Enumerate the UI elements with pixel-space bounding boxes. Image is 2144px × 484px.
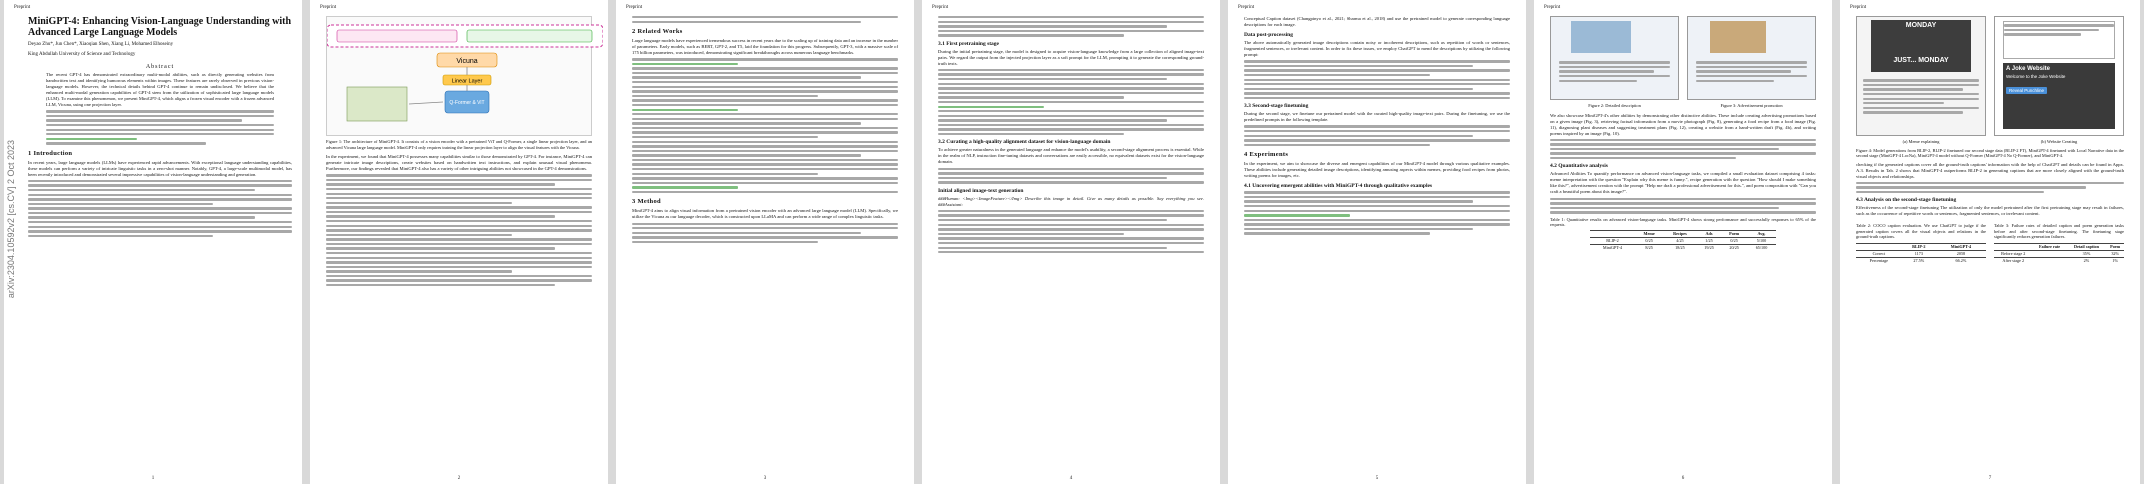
table-cell: 35%	[2067, 250, 2107, 257]
table3-header: Failure rate	[2033, 243, 2067, 250]
advertisement-figure	[1687, 16, 1816, 100]
page-1	[4, 0, 302, 484]
intro-heading: 1 Introduction	[28, 149, 73, 157]
table-cell: 0/25	[1635, 237, 1663, 244]
table-cell: 66.2%	[1936, 257, 1986, 264]
postproc-text: The above automatically generated image descriptions contain noisy or incoherent descriptions, such as repetition of words or sentences, fragmented sentences, or irrelevant content. In order to fix these issues, we employ ChatGPT to mend the descriptions by utilizing the following prompt:	[1244, 40, 1510, 57]
table-row	[1856, 250, 1986, 257]
table-cell: 1%	[2106, 257, 2124, 264]
page-number: 4	[1069, 476, 1073, 481]
table-cell: 18/25	[1663, 244, 1697, 251]
page-number: 3	[763, 476, 767, 481]
table1-header: Ads	[1697, 230, 1722, 237]
detailed-description-figure	[1550, 16, 1679, 100]
analysis-heading: 4.3 Analysis on the second-stage finetuning	[1856, 197, 1957, 204]
table3-caption: Table 3: Failure rates of detailed caption and poem generation tasks before and after second-stage finetuning. The finetuning stage significantly reduces generation failures.	[1994, 223, 2124, 240]
table-row	[1994, 250, 2124, 257]
running-header: Preprint	[320, 5, 337, 10]
table1-header: Meme	[1635, 230, 1663, 237]
abstract-text: The recent GPT-4 has demonstrated extraordinary multi-modal abilities, such as directly generating websites from handwritten text and identifying humorous elements within images. These features are rarely observed in previous vision-language models. However, the technical details behind GPT-4 continue to remain undisclosed. We believe that the enhanced multi-modal generation capabilities of GPT-4 stem from the utilization of sophisticated large language models (LLM). To examine this phenomenon, we present MiniGPT-4, which aligns a frozen visual encoder with a frozen advanced LLM, Vicuna, using one projection layer.	[46, 72, 274, 107]
analysis-text: Effectiveness of the second-stage finetuning The utilization of only the model pretrained after the first pretraining stage may result in failures, such as the occurrence of repetitive words or sentences, fragmented sentences, or irrelevant content.	[1856, 205, 2124, 217]
figure4b-caption: (b) Website Creating	[2040, 139, 2078, 144]
figure4-caption: Figure 4: Model generations from BLIP-2, BLIP-2 finetuned our second stage data (BLIP-2 FT), MiniGPT-4 finetuned with Local Narrative data in the second stage (MiniGPT-4 LocNa), MiniGPT-4 model without Q-Former (MiniGPT-4 No Q-Former), and MiniGPT-4.	[1856, 147, 2124, 158]
page-number: 5	[1375, 476, 1379, 481]
page-number: 1	[151, 476, 155, 481]
figure-photo	[1710, 21, 1766, 53]
related-text: Large language models have experienced tremendous success in recent years due to the scaling up of training data and an increase in the number of parameters. Early models, such as BERT, GPT-2, and T5, laid the foundation for this progress. Subsequently, GPT-3, with a massive scale of 175 billion parameters, was introduced, demonstrating significant breakthroughs across numerous language benchmarks.	[632, 37, 898, 55]
table3-header: Poem	[2106, 243, 2124, 250]
table-cell: 65/100	[1747, 244, 1776, 251]
table-cell: Correct	[1856, 250, 1902, 257]
table-cell: Percentage	[1856, 257, 1902, 264]
table2-header: MiniGPT-4	[1936, 243, 1986, 250]
page-7	[1840, 0, 2140, 484]
prompt-text: ###Human: <Img><ImageFeature></Img> Describe this image in detail. Give as many details as possible. Say everything you see. ###Assistant:	[938, 195, 1204, 207]
page-3	[616, 0, 914, 484]
table-cell: Before stage 2	[1994, 250, 2033, 257]
table-cell: 0/25	[1721, 237, 1747, 244]
figure4a-caption: (a) Meme explaining	[1902, 139, 1940, 144]
related-heading: 2 Related Works	[632, 27, 683, 35]
running-header: Preprint	[14, 5, 31, 10]
table1-caption: Table 1: Quantitative results on advanced vision-language tasks. MiniGPT-4 shows strong performance and successfully responses to 65% of the requests.	[1550, 216, 1816, 228]
figure1-caption: Figure 1: The architecture of MiniGPT-4. It consists of a vision encoder with a pretrained ViT and Q-Former, a single linear projection layer, and an advanced Vicuna large language model. MiniGPT-4 only requires training the linear projection layer to align the visual features with the Vicuna.	[326, 139, 592, 150]
page-6	[1534, 0, 1832, 484]
figure2-caption: Figure 2: Detailed description	[1588, 103, 1641, 108]
running-header: Preprint	[1544, 5, 1561, 10]
architecture-diagram	[327, 17, 603, 133]
paper-title: MiniGPT-4: Enhancing Vision-Language Understanding with Advanced Large Language Models	[28, 16, 292, 38]
table1-header: Avg.	[1747, 230, 1776, 237]
affiliation: King Abdullah University of Science and Technology	[28, 52, 136, 57]
meme-figure	[1856, 16, 1986, 136]
figure-photo	[1571, 21, 1631, 53]
stage1-heading: 3.1 First pretraining stage	[938, 40, 1000, 47]
dataset-text: To achieve greater naturalness in the generated language and enhance the model's usability, a second-stage alignment process is essential. While in the realm of NLP, instruction fine-tuning datasets and conversations are easily accessible, no equivalent datasets exist for the vision-language domain.	[938, 147, 1204, 165]
table-cell: 27.5%	[1902, 257, 1936, 264]
page6-body: We also showcase MiniGPT-4's other abilities by demonstrating other distinctive abilities. These include creating advertising promotions based on a given image (Fig. 3), retrieving factual information from a movie photograph (Fig. 8), generating a food recipe from a food image (Fig. 11), diagnosing plant diseases and suggesting treatment plans (Fig. 12), creating a website from a hand-written draft (Fig. 4b), and writing poems inspired by an image (Fig. 10).	[1550, 112, 1816, 136]
table2-caption: Table 2: COCO caption evaluation. We use ChatGPT to judge if the generated caption covers all the visual objects and relations in the ground-truth captions.	[1856, 223, 1986, 240]
running-header: Preprint	[1238, 5, 1255, 10]
page-number: 2	[457, 476, 461, 481]
table-cell: 4/25	[1663, 237, 1697, 244]
meme-bottom-text: JUST... MONDAY	[1893, 57, 1949, 64]
table-cell: 1/25	[1697, 237, 1722, 244]
table-row	[1994, 257, 2124, 264]
architecture-figure	[326, 16, 592, 136]
figure3-caption: Figure 3: Advertisement promotion	[1720, 103, 1783, 108]
running-header: Preprint	[626, 5, 643, 10]
linear-layer-label: Linear Layer	[451, 78, 483, 85]
page-4	[922, 0, 1220, 484]
table1-header: Poem	[1721, 230, 1747, 237]
page-2	[310, 0, 608, 484]
table-cell: BLIP-2	[1590, 237, 1635, 244]
site-title: A Joke Website	[2006, 66, 2051, 72]
table2-header	[1856, 243, 1902, 250]
table-cell: After stage 2	[1994, 257, 2033, 264]
experiments-text: In the experiment, we aim to showcase the diverse and emergent capabilities of our MiniGPT-4 model through various qualitative examples. These abilities include generating detailed image descriptions, identifying amusing aspects within memes, providing food recipes from photos, writing poems for images, etc.	[1244, 161, 1510, 179]
table-cell: 1173	[1902, 250, 1936, 257]
qformer-label: Q-Former & ViT	[449, 100, 485, 106]
table-cell: 19/25	[1697, 244, 1722, 251]
website-figure	[1994, 16, 2124, 136]
running-header: Preprint	[1850, 5, 1867, 10]
table2-header: BLIP-2	[1902, 243, 1936, 250]
experiments-heading: 4 Experiments	[1244, 151, 1289, 159]
site-text: Welcome to the Joke Website	[2006, 74, 2066, 79]
site-button[interactable]: Reveal Punchline	[2006, 87, 2047, 94]
method-text: MiniGPT-4 aims to align visual information from a pretrained vision encoder with an advanced large language model (LLM). Specifically, we utilize the Vicuna as our language decoder, which is constructed upon LLaMA and can perform a wide range of complex linguistic tasks.	[632, 208, 898, 220]
running-header: Preprint	[932, 5, 949, 10]
table-cell	[2033, 250, 2067, 257]
page-number: 6	[1681, 476, 1685, 481]
arxiv-stamp: arXiv:2304.10592v2 [cs.CV] 2 Oct 2023	[6, 140, 16, 299]
stage2-text: During the second stage, we finetune our pretrained model with the curated high-quality image-text pairs. During the finetuning, we use the predefined prompts in the following template.	[1244, 111, 1510, 123]
initial-heading: Initial aligned image-text generation	[938, 187, 1024, 194]
table3-header: Detail caption	[2067, 243, 2107, 250]
dataset-heading: 3.2 Curating a high-quality alignment dataset for vision-language domain	[938, 139, 1111, 146]
table-cell: 5/100	[1747, 237, 1776, 244]
table2	[1856, 243, 1986, 264]
stage2-heading: 3.3 Second-stage finetuning	[1244, 103, 1309, 110]
quant-heading: 4.2 Quantitative analysis	[1550, 163, 1608, 170]
table3-header	[1994, 243, 2033, 250]
table-cell: 8/25	[1635, 244, 1663, 251]
table1	[1590, 230, 1776, 251]
abstract-heading: Abstract	[145, 64, 175, 70]
table1-header: Recipes	[1663, 230, 1697, 237]
page-number: 7	[1988, 476, 1992, 481]
dataset-caption: Conceptual Caption dataset (Changpinyo et al., 2021; Sharma et al., 2018) and use the pretrained model to generate corresponding language descriptions for each image.	[1244, 16, 1510, 27]
page-5	[1228, 0, 1526, 484]
postproc-heading: Data post-processing	[1244, 32, 1293, 38]
intro-text: In recent years, large language models (LLMs) have experienced rapid advancements. With exceptional language understanding capabilities, these models can perform a variety of intricate linguistic tasks in a zero-shot manner. Notably, GPT-4, a large-scale multimodal model, has been recently introduced and demonstrated several impressive capabilities of vision-language understanding and generation.	[28, 159, 292, 177]
table-row	[1590, 244, 1776, 251]
table-cell: 32%	[2106, 250, 2124, 257]
page2-body: In the experiment, we found that MiniGPT-4 possesses many capabilities similar to those demonstrated by GPT-4. For instance, MiniGPT-4 can generate intricate image descriptions, create websites based on handwritten text instructions, and explain unusual visual phenomena. Furthermore, our findings revealed that MiniGPT-4 also has a variety of other intriguing abilities not showcased in the GPT-4 demonstrations.	[326, 154, 592, 171]
method-heading: 3 Method	[632, 198, 661, 206]
stage1-text: During the initial pretraining stage, the model is designed to acquire vision-language knowledge from a large collection of aligned image-text pairs. We regard the output from the injected projection layer as a soft prompt for the LLM, prompting it to generate the corresponding ground-truth texts.	[938, 48, 1204, 66]
meme-top-text: MONDAY	[1905, 22, 1937, 29]
vicuna-label: Vicuna	[456, 58, 478, 65]
subsection-41-heading: 4.1 Uncovering emergent abilities with MiniGPT-4 through qualitative examples	[1244, 183, 1433, 190]
table-cell: 20/25	[1721, 244, 1747, 251]
table-cell: MiniGPT-4	[1590, 244, 1635, 251]
page7-body: checking if the generated captions cover all the ground-truth captions' information with the help of ChatGPT and details can be found in Appx. A.3. Results in Tab. 2 shows that MiniGPT-4 outperforms BLIP-2 in generating captions that are more closely aligned with the ground-truth visual objects and relationships.	[1856, 161, 2124, 179]
table3	[1994, 243, 2124, 264]
table-row	[1590, 237, 1776, 244]
table1-header	[1590, 230, 1635, 237]
authors: Deyao Zhu*, Jun Chen*, Xiaoqian Shen, Xiang Li, Mohamed Elhoseiny	[28, 42, 174, 47]
quant-text: Advanced Abilities To quantify performance on advanced vision-language tasks, we compiled a small evaluation dataset comprising 4 tasks: meme interpretation with the question "Explain why this meme is funny.", recipe generation with the question "How should I make something like this?", advertisement creation with the prompt "Help me draft a professional advertisement for this.", and poem composition with "Can you craft a beautiful poem about this image?".	[1550, 171, 1816, 195]
table-cell	[2033, 257, 2067, 264]
table-cell: 2%	[2067, 257, 2107, 264]
table-row	[1856, 257, 1986, 264]
table-cell: 2058	[1936, 250, 1986, 257]
